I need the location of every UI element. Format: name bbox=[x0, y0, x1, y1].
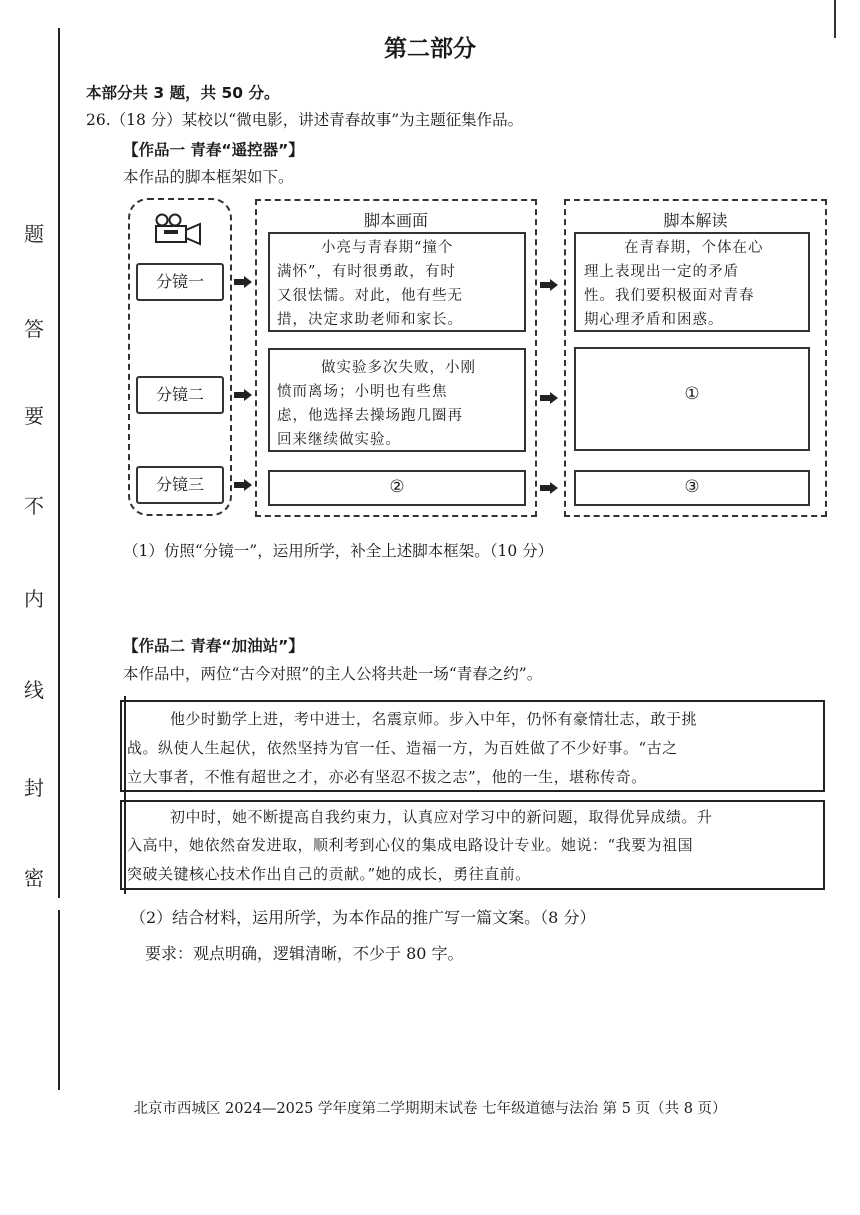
margin-char: 线 bbox=[24, 678, 44, 702]
right-arrow-icon bbox=[540, 482, 558, 494]
binding-line-lower bbox=[58, 910, 60, 1090]
script-interpretation-header: 脚本解读 bbox=[663, 211, 728, 230]
scene-1-line: 措，决定求助老师和家长。 bbox=[277, 312, 463, 328]
material-2-line: 突破关键核心技术作出自己的贡献。”她的成长，勇往直前。 bbox=[127, 865, 531, 883]
scene-1-line: 又很怯懦。对此，他有些无 bbox=[277, 288, 463, 304]
material-1-line: 他少时勤学上进，考中进士，名震京师。步入中年，仍怀有豪情壮志，敢于挑 bbox=[170, 710, 698, 728]
margin-char: 答 bbox=[24, 317, 44, 341]
interpretation-1-line: 理上表现出一定的矛盾 bbox=[584, 264, 739, 280]
margin-char: 密 bbox=[24, 866, 44, 890]
sub-question-2: （2）结合材料，运用所学，为本作品的推广写一篇文案。（8 分） bbox=[130, 908, 596, 927]
question-26: 26.（18 分）某校以“微电影，讲述青春故事”为主题征集作品。 bbox=[86, 111, 524, 129]
right-arrow-icon bbox=[540, 279, 558, 291]
right-arrow-icon bbox=[540, 392, 558, 404]
margin-char: 题 bbox=[24, 222, 44, 246]
scene-2-line: 愤而离场；小明也有些焦 bbox=[277, 384, 448, 400]
blank-marker-2: ② bbox=[389, 477, 405, 497]
margin-char: 内 bbox=[24, 587, 44, 611]
work2-title: 【作品二 青春“加油站”】 bbox=[123, 637, 304, 655]
material-2-double-edge bbox=[124, 796, 126, 894]
material-2-line: 初中时，她不断提高自我约束力，认真应对学习中的新问题，取得优异成绩。升 bbox=[170, 808, 713, 826]
storyboard-shot-1: 分镜一 bbox=[136, 263, 224, 301]
storyboard-shot-2: 分镜二 bbox=[136, 376, 224, 414]
material-1-line: 立大事者，不惟有超世之才，亦必有坚忍不拔之志”，他的一生，堪称传奇。 bbox=[127, 768, 647, 786]
work1-intro: 本作品的脚本框架如下。 bbox=[123, 168, 294, 186]
writing-requirement: 要求：观点明确，逻辑清晰，不少于 80 字。 bbox=[145, 944, 464, 963]
scene-2-line: 虑，他选择去操场跑几圈再 bbox=[277, 408, 463, 424]
material-2-line: 入高中，她依然奋发进取，顺利考到心仪的集成电路设计专业。她说：“我要为祖国 bbox=[127, 836, 694, 854]
page-heading: 第二部分 bbox=[384, 36, 476, 62]
binding-line bbox=[58, 28, 60, 898]
work2-intro: 本作品中，两位“古今对照”的主人公将共赴一场“青春之约”。 bbox=[123, 665, 543, 683]
interpretation-1-line: 期心理矛盾和困惑。 bbox=[584, 312, 724, 328]
page-footer: 北京市西城区 2024—2025 学年度第二学期期末试卷 七年级道德与法治 第 5 页（共 8 页） bbox=[133, 1101, 727, 1117]
interpretation-1-line: 性。我们要积极面对青春 bbox=[584, 288, 755, 304]
sub-question-1: （1）仿照“分镜一”，运用所学，补全上述脚本框架。（10 分） bbox=[123, 542, 554, 560]
margin-char: 不 bbox=[24, 494, 44, 518]
blank-marker-1: ① bbox=[684, 384, 700, 404]
storyboard-shot-3: 分镜三 bbox=[136, 466, 224, 504]
scene-2-line: 做实验多次失败，小刚 bbox=[321, 360, 476, 376]
scene-1-line: 小亮与青春期“撞个 bbox=[321, 240, 454, 256]
scene-1-line: 满怀”，有时很勇敢，有时 bbox=[277, 264, 456, 280]
script-scene-header: 脚本画面 bbox=[363, 211, 428, 230]
right-arrow-icon bbox=[234, 276, 252, 288]
section-intro: 本部分共 3 题，共 50 分。 bbox=[86, 84, 280, 102]
right-arrow-icon bbox=[234, 389, 252, 401]
margin-char: 要 bbox=[24, 404, 44, 428]
right-arrow-icon bbox=[234, 479, 252, 491]
margin-char: 封 bbox=[24, 776, 44, 800]
material-1-double-edge bbox=[124, 696, 126, 796]
video-camera-icon bbox=[152, 213, 208, 247]
material-1-line: 战。纵使人生起伏，依然坚持为官一任、造福一方，为百姓做了不少好事。“古之 bbox=[127, 739, 678, 757]
blank-marker-3: ③ bbox=[684, 477, 700, 497]
scene-2-line: 回来继续做实验。 bbox=[277, 432, 401, 448]
interpretation-1-line: 在青春期，个体在心 bbox=[624, 240, 764, 256]
work1-title: 【作品一 青春“遥控器”】 bbox=[123, 141, 304, 159]
